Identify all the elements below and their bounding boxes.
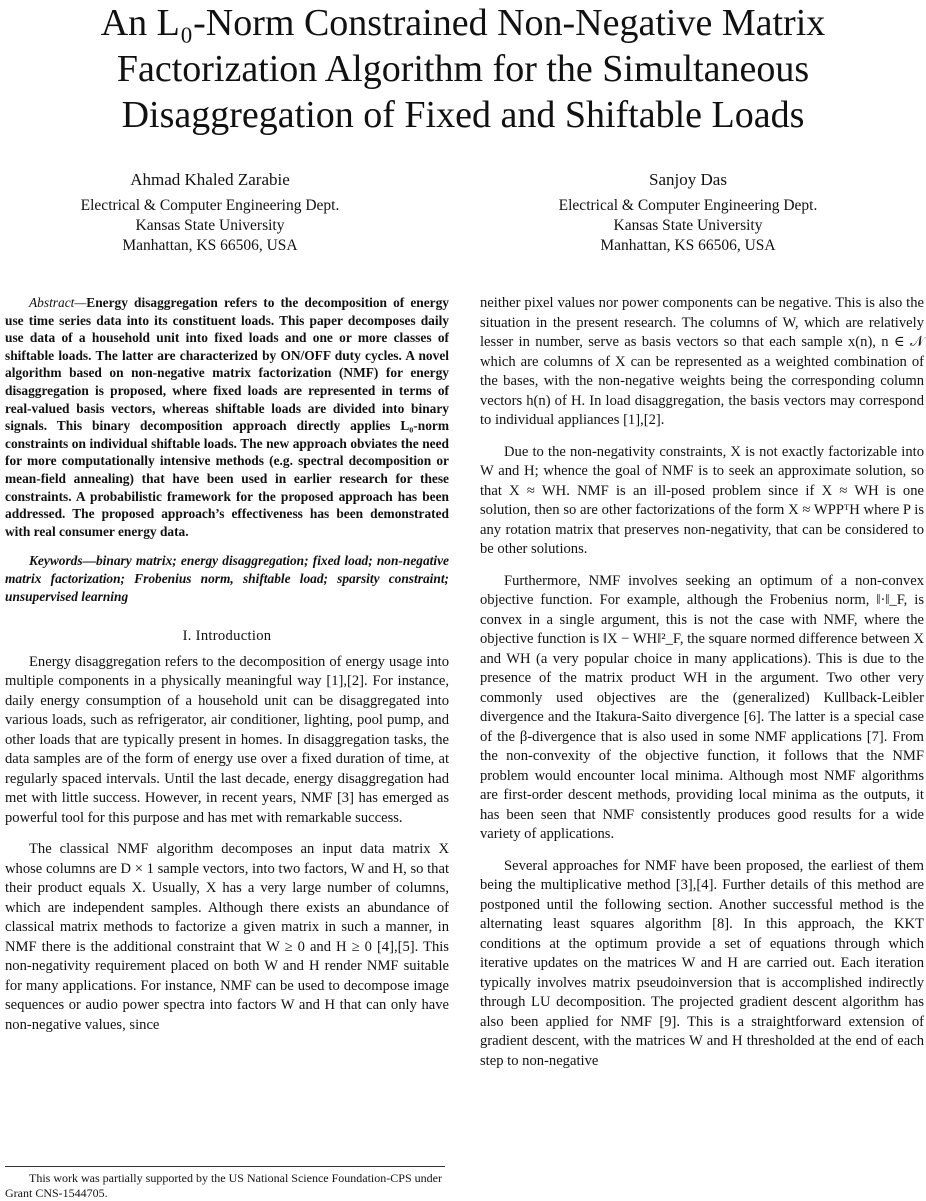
body-paragraph: neither pixel values nor power components can be negative. This is also the situation in the present research. The columns of W, which are relatively lesser in number, serve as basis vectors so that each sample x(n), n ∈ 𝒩 which are columns of X can be represented as a weighted combination of the bases, with the non-negative weights being the corresponding column vectors h(n) of H. In load disaggregation, the basis vectors may correspond to individual appliances [1],[2]. [480,295,924,428]
author-city: Manhattan, KS 66506, USA [122,237,298,254]
section-title: Introduction [195,628,272,645]
keywords-text: binary matrix; energy disaggregation; fixed load; non-negative matrix factorization; Frobenius norm, shiftable load; sparsity constraint; unsupervised learning [5,553,449,604]
author-university: Kansas State University [135,217,285,234]
keywords-label: Keywords— [29,553,96,569]
section-number: I. [182,628,192,645]
abstract [5,294,449,540]
abstract-label: Abstract— [29,295,87,310]
body-paragraph: Furthermore, NMF involves seeking an optimum of a non-convex objective function. For example, although the Frobenius norm, ‖·‖_F, is convex in a single argument, this is not the case with NMF, where the objective function is ‖X − WH‖²_F, the square normed difference between X and WH (a very popular choice in many applications). This is due to the presence of the matrix product WH in the argument. Two other very commonly used objectives are the (generalized) Kullback-Leibler divergence and the Itakura-Saito divergence [6]. The latter is a special case of the β-divergence that is also used in some NMF applications [7]. From the non-convexity of the objective function, it follows that the NMF problem would encounter local minima. Although most NMF algorithms are first-order descent methods, providing local minima as the outputs, it has been seen that NMF consistently produces good results for a wide variety of applications. [480,572,924,842]
body-paragraph: The classical NMF algorithm decomposes an input data matrix X whose columns are D × 1 sample vectors, into two factors, W and H, so that their product equals X. Usually, X has a very large number of columns, which are independent samples. Although there exists an abundance of classical matrix methods to factorize a given matrix in such a manner, in NMF there is the additional constraint that W ≥ 0 and H ≥ 0 [4],[5]. This non-negativity requirement placed on both W and H render NMF suitable for many applications. For instance, NMF can be used to decompose image sequences or audio power spectra into factors W and H that can only have non-negative values, since [5,841,449,1033]
abstract-text: Energy disaggregation refers to the decomposition of energy use time series data into its constituent loads. This paper decomposes daily use data of a household unit into fixed loads and one or more classes of shiftable loads. The latter are characterized by ON/OFF duty cycles. A novel algorithm based on non-negative matrix factorization (NMF) for energy disaggregation is proposed, where fixed loads are represented in terms of real-valued basis vectors, whereas shiftable loads are divided into binary signals. This binary decomposition approach directly applies L₀-norm constraints on individual shiftable loads. The new approach obviates the need for more computationally intensive methods (e.g. spectral decomposition or mean-field annealing) that have been used in earlier research for these constraints. A probabilistic framework for the proposed approach has been addressed. The proposed approach’s effectiveness has been demonstrated with real consumer energy data. [5,295,449,539]
footnote: This work was partially supported by the US National Science Foundation-CPS under Grant CNS-1544705. [5,1166,445,1201]
author-dept: Electrical & Computer Engineering Dept. [80,197,340,214]
body-paragraph: Energy disaggregation refers to the decomposition of energy usage into multiple components in a physically meaningful way [1],[2]. For instance, daily energy consumption of a household unit can be disaggregated into various loads, such as refrigerator, air conditioner, lighting, pool pump, and other loads that are typically present in homes. In disaggregation tasks, the data samples are of the form of energy use over a fixed duration of time, at regularly spaced intervals. Until the last decade, energy disaggregation had met with little success. However, in recent years, NMF [3] has emerged as powerful tool for this purpose and has met with remarkable success. [5,653,449,826]
body-paragraph: Due to the non-negativity constraints, X is not exactly factorizable into W and H; whence the goal of NMF is to seek an approximate solution, so that X ≈ WH. NMF is an ill-posed problem since if X ≈ WH is one solution, then so are other factorizations of the form X ≈ WPPᵀH where P is any rotation matrix that preserves non-negativity, that can be considered to be other solutions. [480,443,924,557]
paper-title: An L₀-Norm Constrained Non-Negative Matrix Factorization Algorithm for the Simultaneous Disaggregation of Fixed and Shiftable Loads [100,2,826,136]
section-heading [5,627,449,647]
author-block-2 [498,170,878,256]
left-column [5,294,449,1047]
author-name: Ahmad Khaled Zarabie [130,170,290,189]
author-name: Sanjoy Das [649,170,727,189]
keywords [5,552,449,605]
author-block-1 [20,170,400,256]
right-column [480,294,924,1083]
body-paragraph: Several approaches for NMF have been proposed, the earliest of them being the multiplicative method [3],[4]. Further details of this method are postponed until the following section. Another successful method is the alternating least squares algorithm [8]. In this approach, the KKT conditions at the optimum provide a set of equations through which iterative updates on the matrices W and H are carried out. Each iteration typically involves matrix pseudoinversion that is accomplished indirectly through LU decomposition. The projected gradient descent algorithm has also been applied for NMF [9]. This is a straightforward extension of gradient descent, with the matrices W and H thresholded at the end of each step to non-negative [480,857,924,1069]
author-dept: Electrical & Computer Engineering Dept. [558,197,818,214]
author-university: Kansas State University [613,217,763,234]
author-city: Manhattan, KS 66506, USA [600,237,776,254]
